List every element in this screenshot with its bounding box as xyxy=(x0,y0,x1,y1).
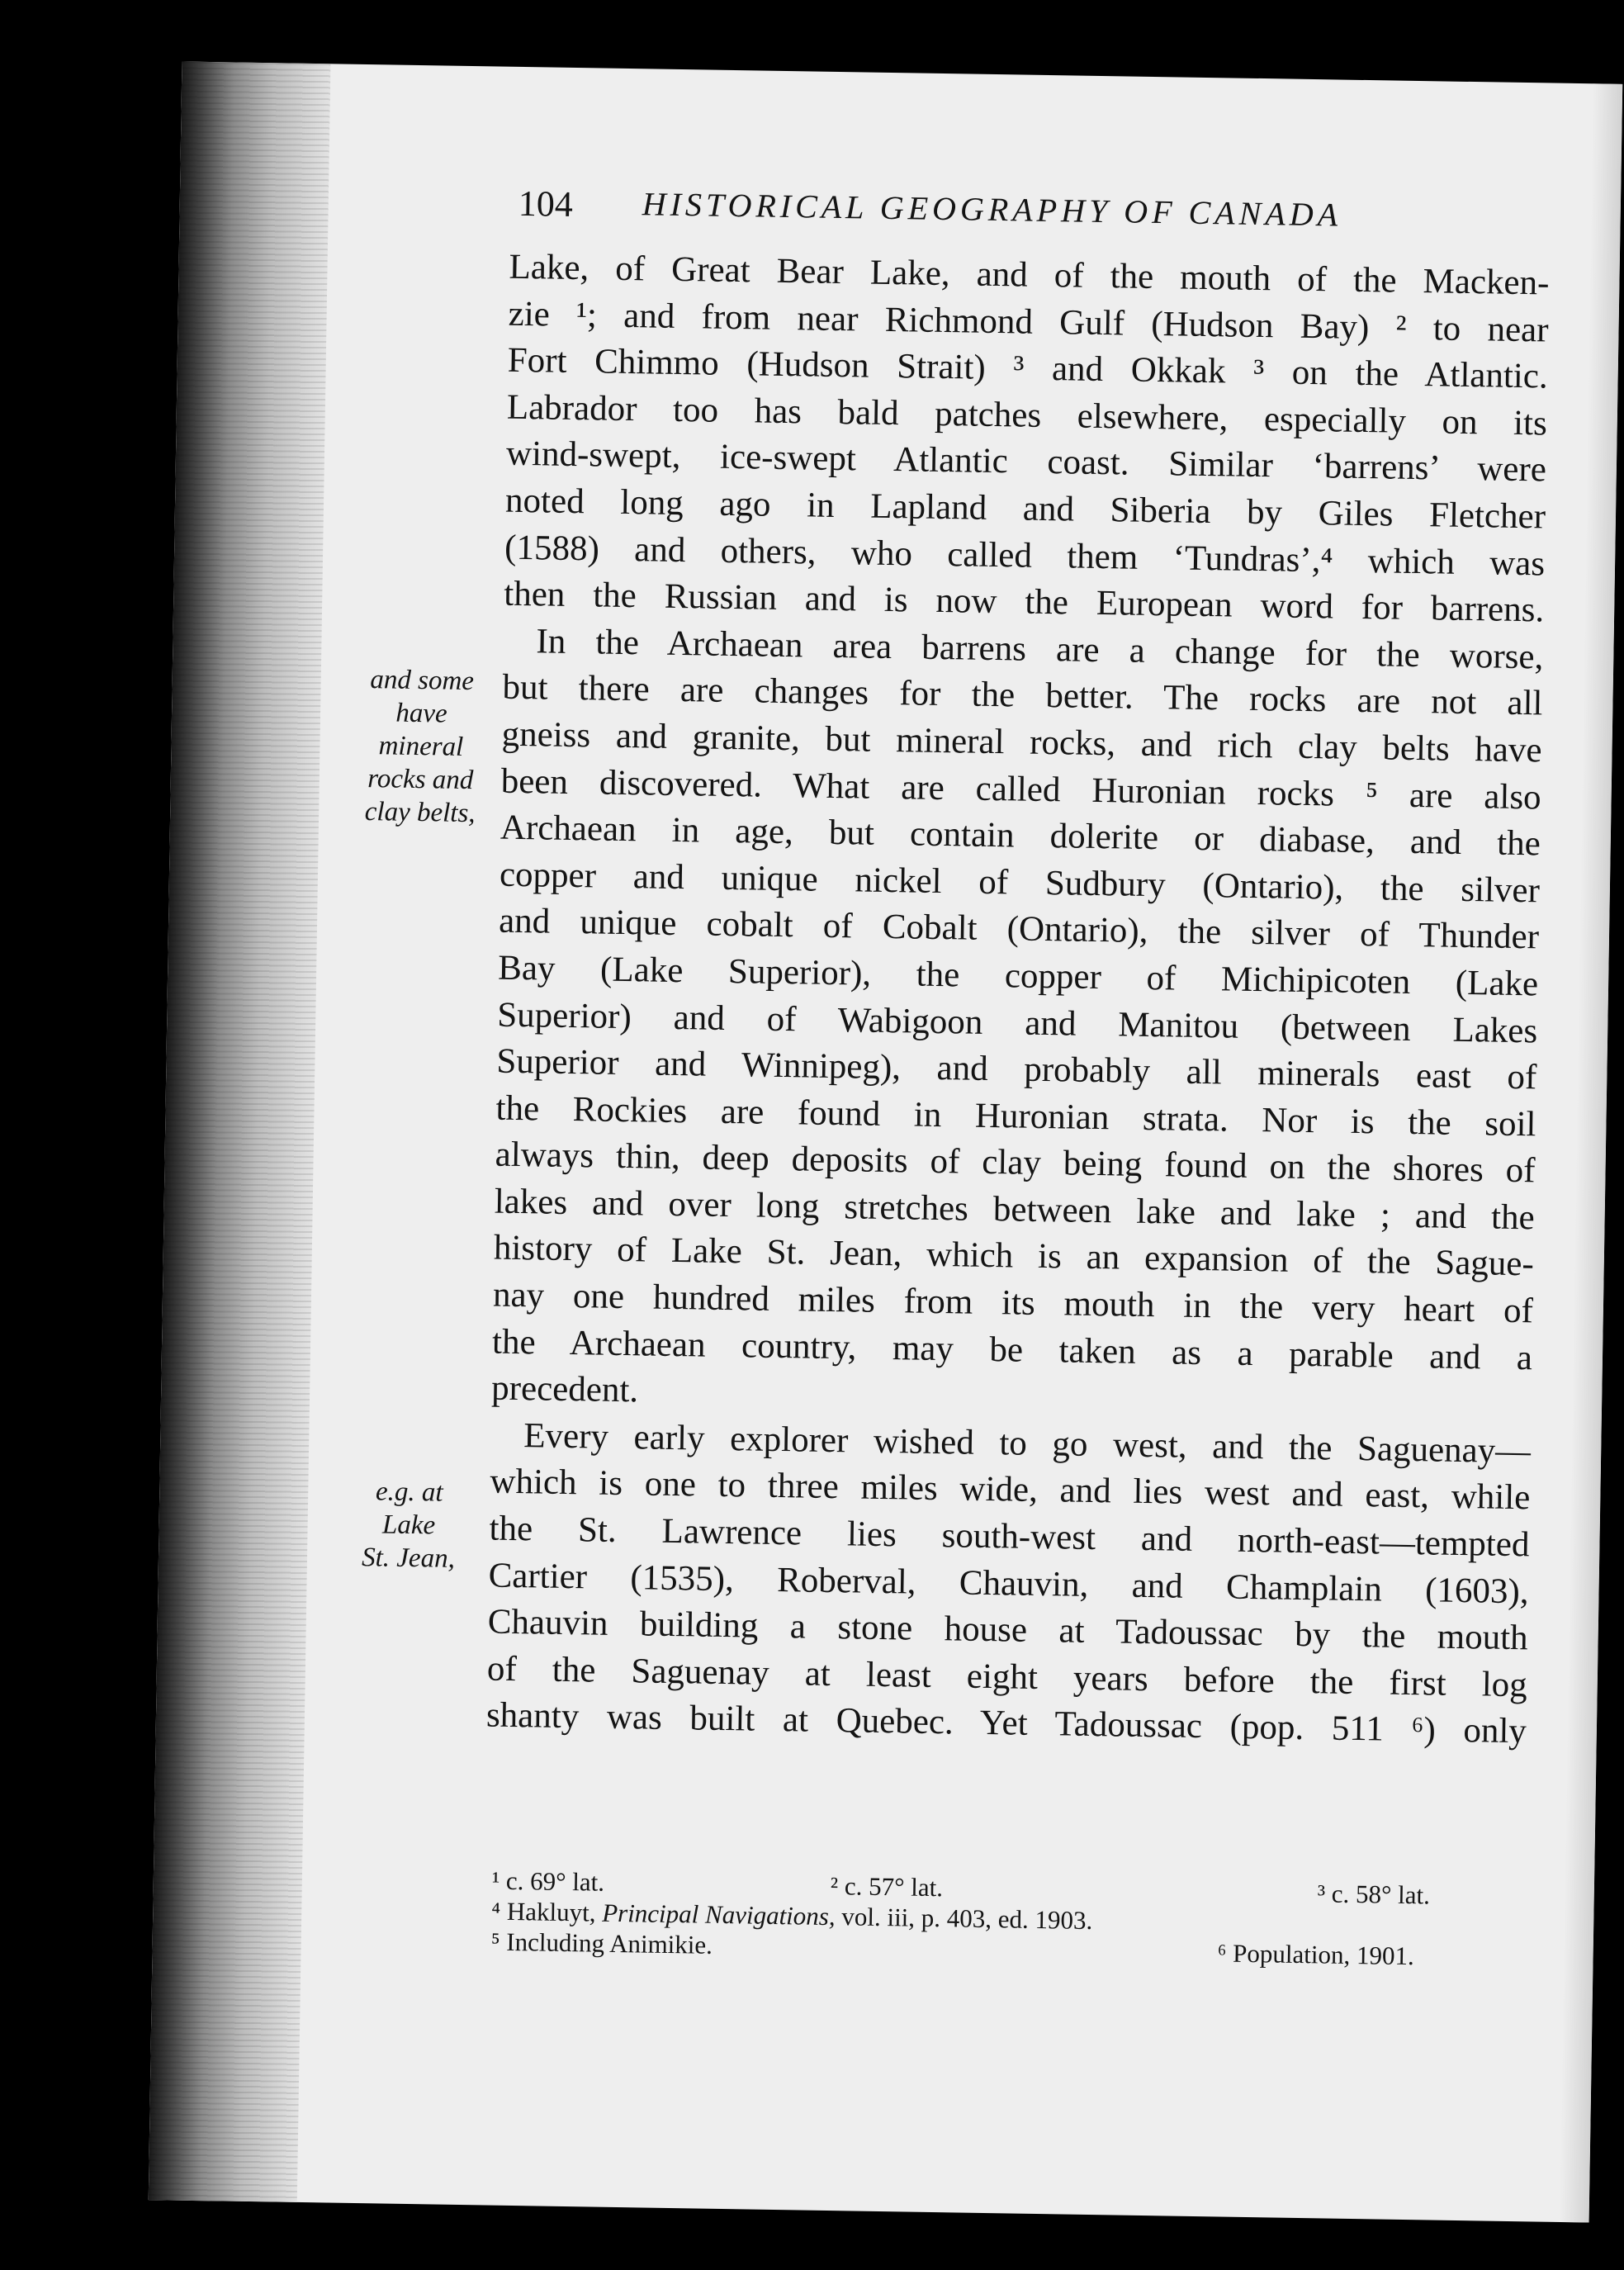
text-line: (1588) and others, who called them ‘Tundras’,⁴ which was xyxy=(504,528,1546,584)
text-line: the Archaean country, may be taken as a parable and a xyxy=(491,1322,1533,1377)
text-line: gneiss and granite, but mineral rocks, and rich clay belts have xyxy=(501,714,1542,770)
gutter-texture xyxy=(149,61,331,2202)
text-line: lakes and over long stretches between lake and lake ; and the xyxy=(494,1182,1536,1238)
footnote-2: ² c. 57° lat. xyxy=(830,1871,944,1903)
text-line: always thin, deep deposits of clay being found on the shores of xyxy=(495,1135,1536,1191)
page-header xyxy=(518,182,1542,256)
margin-note xyxy=(336,1475,482,1576)
text-line: Lake, of Great Bear Lake, and of the mouth of the Macken- xyxy=(509,247,1550,303)
text-line: precedent. xyxy=(490,1368,639,1410)
text-line: copper and unique nickel of Sudbury (Ontario), the silver xyxy=(499,855,1541,911)
text-line: history of Lake St. Jean, which is an expansion of the Sague- xyxy=(493,1229,1535,1284)
text-line: Every early explorer wished to go west, and the Saguenay— xyxy=(523,1416,1532,1471)
book-page xyxy=(149,61,1622,2222)
text-line: been discovered. What are called Huronian rocks ⁵ are also xyxy=(500,761,1542,817)
text-line: nay one hundred miles from its mouth in the very heart of xyxy=(492,1275,1534,1331)
footnote-4-marker: ⁴ xyxy=(491,1896,501,1926)
footnote-3: ³ c. 58° lat. xyxy=(1317,1879,1431,1910)
margin-note-line: rocks and xyxy=(367,764,474,796)
page-number: 104 xyxy=(518,182,574,225)
footnote-4-author: Hakluyt, xyxy=(506,1896,596,1927)
margin-note-line: and some xyxy=(370,665,475,697)
text-line: the St. Lawrence lies south-west and north-east—tempted xyxy=(489,1509,1530,1565)
text-line: but there are changes for the better. The rocks are not all xyxy=(502,667,1543,723)
text-line: Chauvin building a stone house at Tadoussac by the mouth xyxy=(487,1602,1529,1658)
footnote-1: ¹ c. 69° lat. xyxy=(491,1865,605,1897)
page-edge-shadow xyxy=(1560,83,1623,2222)
margin-note-line: Lake xyxy=(381,1509,436,1541)
margin-note-line: e.g. at xyxy=(375,1476,443,1508)
text-line: of the Saguenay at least eight years before the first log xyxy=(486,1649,1528,1705)
footnote-6: ⁶ Population, 1901. xyxy=(1217,1938,1415,1971)
text-line: Labrador too has bald patches elsewhere, especially on its xyxy=(506,387,1548,443)
text-line: which is one to three miles wide, and lies west and east, while xyxy=(490,1462,1531,1518)
text-line: Superior and Winnipeg), and probably all minerals east of xyxy=(496,1041,1537,1097)
text-line: Cartier (1535), Roberval, Chauvin, and Champlain (1603), xyxy=(488,1556,1529,1611)
text-line: Superior) and of Wabigoon and Manitou (between Lakes xyxy=(496,995,1538,1050)
text-line: shanty was built at Quebec. Yet Tadoussac (pop. 511 ⁶) only xyxy=(485,1695,1527,1751)
text-line: Fort Chimmo (Hudson Strait) ³ and Okkak ³ on the Atlantic. xyxy=(507,340,1549,396)
footnote-4-title: Principal Navigations, xyxy=(601,1898,836,1931)
footnote-4-rest: vol. iii, p. 403, ed. 1903. xyxy=(841,1902,1093,1936)
text-line: In the Archaean area barrens are a change for the worse, xyxy=(536,622,1544,677)
text-line: noted long ago in Lapland and Siberia by Giles Fletcher xyxy=(504,481,1546,537)
margin-note-line: clay belts, xyxy=(364,797,476,829)
text-line: wind-swept, ice-swept Atlantic coast. Similar ‘barrens’ were xyxy=(505,434,1547,490)
running-head: HISTORICAL GEOGRAPHY OF CANADA xyxy=(642,185,1342,234)
text-line: the Rockies are found in Huronian strata. Nor is the soil xyxy=(495,1088,1536,1144)
text-line: zie ¹; and from near Richmond Gulf (Hudson Bay) ² to near xyxy=(508,294,1549,350)
margin-note-line: have xyxy=(395,698,448,729)
margin-note-line: St. Jean, xyxy=(361,1543,456,1574)
text-line: Archaean in age, but contain dolerite or diabase, and the xyxy=(500,808,1541,864)
margin-note xyxy=(343,663,499,831)
footnotes xyxy=(490,1865,1524,1974)
body-text xyxy=(486,244,1550,1756)
footnote-5: ⁵ Including Animikie. xyxy=(490,1926,713,1960)
text-line: Bay (Lake Superior), the copper of Michipicoten (Lake xyxy=(497,948,1539,1004)
text-line: and unique cobalt of Cobalt (Ontario), the silver of Thunder xyxy=(498,901,1540,957)
text-line: then the Russian and is now the European word for barrens. xyxy=(503,574,1545,630)
margin-note-line: mineral xyxy=(378,731,464,762)
